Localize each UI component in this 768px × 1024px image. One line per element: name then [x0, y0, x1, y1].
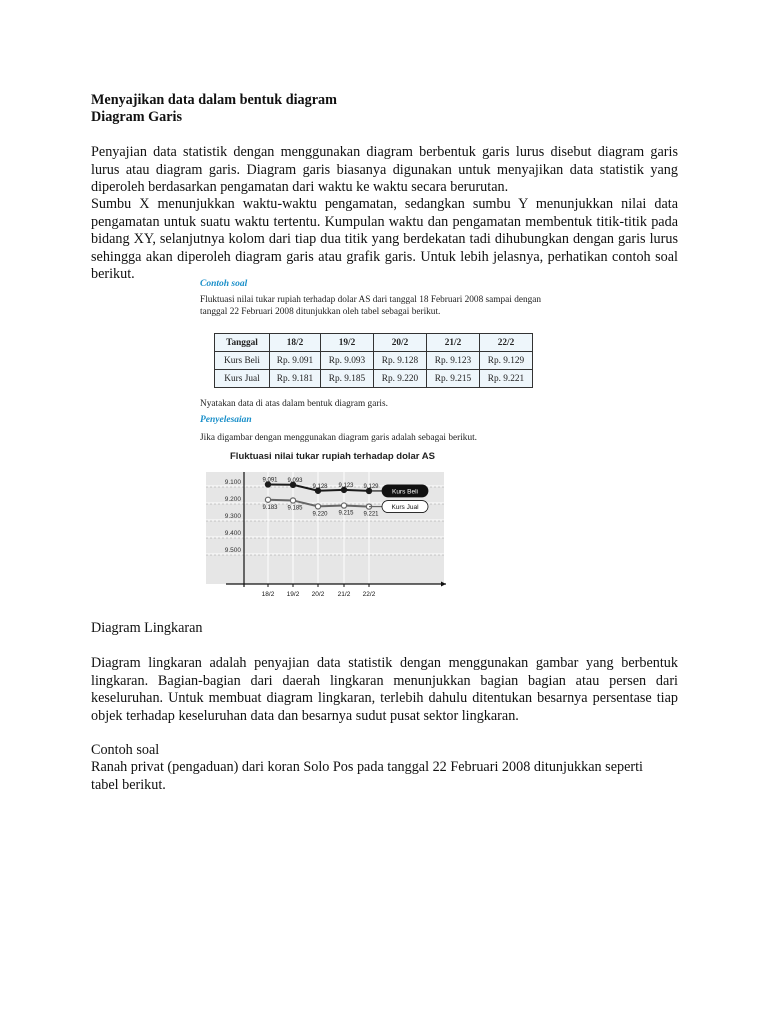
table-cell: Rp. 9.221: [480, 370, 533, 388]
table-header-cell: Tanggal: [215, 334, 270, 352]
table-cell: Rp. 9.093: [321, 352, 374, 370]
data-label: 9.091: [262, 477, 278, 484]
table-cell: Rp. 9.128: [374, 352, 427, 370]
data-label: 9.185: [287, 505, 303, 512]
paragraph-pie-definition: Diagram lingkaran adalah penyajian data statistik dengan menggunakan gambar yang berbentuk lingkaran. Bagian-bagian dari daerah lingkaran menunjukkan bagian bagian atau persen dari keseluruhan. Untuk membuat diagram lingkaran, terlebih dahulu ditentukan besarnya persentase tiap objek terhadap keseluruhan data dan besarnya sudut pusat sektor lingkaran.: [91, 655, 678, 724]
subsection-heading: Diagram Garis: [91, 109, 183, 125]
x-tick-label: 20/2: [311, 591, 325, 598]
table-cell: Rp. 9.215: [427, 370, 480, 388]
section-heading: Menyajikan data dalam bentuk diagram: [91, 92, 337, 108]
data-label: 9.183: [262, 504, 278, 511]
data-label: 9.129: [363, 483, 379, 490]
example2-text: Ranah privat (pengaduan) dari koran Solo Pos pada tanggal 22 Februari 2008 ditunjukkan seperti tabel berikut.: [91, 759, 643, 793]
example-figure: [196, 281, 572, 601]
table-cell: Rp. 9.123: [427, 352, 480, 370]
table-header-row: [215, 334, 533, 352]
table-cell: Rp. 9.091: [270, 352, 321, 370]
table-cell: Rp. 9.185: [321, 370, 374, 388]
table-row: [215, 370, 533, 388]
data-label: 9.215: [338, 510, 354, 517]
x-tick-label: 19/2: [286, 591, 300, 598]
solution-label: Penyelesaian: [200, 415, 252, 425]
table-cell: Rp. 9.220: [374, 370, 427, 388]
legend-label: Kurs Beli: [391, 488, 419, 496]
chart-title: Fluktuasi nilai tukar rupiah terhadap dolar AS: [230, 451, 435, 462]
x-tick-label: 22/2: [362, 591, 376, 598]
data-label: 9.128: [312, 483, 328, 490]
data-point: [290, 498, 295, 503]
x-tick-label: 18/2: [261, 591, 275, 598]
y-tick-label: 9.400: [224, 530, 241, 537]
table-cell: Kurs Beli: [215, 352, 270, 370]
line-chart: [196, 464, 446, 599]
table-header-cell: 22/2: [480, 334, 533, 352]
paragraph-axes: Sumbu X menunjukkan waktu-waktu pengamatan, sedangkan sumbu Y menunjukkan nilai data pengamatan untuk suatu waktu tertentu. Kumpulan waktu dan pengamatan membentuk titik-titik pada bidang XY, selanjutnya kolom dari tiap dua titik yang berdekatan tadi dihubungkan dengan garis lurus sehingga akan diperoleh diagram garis atau grafik garis. Untuk lebih jelasnya, perhatikan contoh soal berikut.: [91, 196, 678, 282]
section-heading-pie: Diagram Lingkaran: [91, 620, 203, 636]
table-header-cell: 21/2: [427, 334, 480, 352]
data-point: [315, 504, 320, 509]
y-tick-label: 9.200: [224, 496, 241, 503]
table-header-cell: 18/2: [270, 334, 321, 352]
table-cell: Rp. 9.181: [270, 370, 321, 388]
y-tick-label: 9.300: [224, 513, 241, 520]
example-label: Contoh soal: [200, 279, 248, 289]
data-label: 9.093: [287, 477, 303, 484]
data-label: 9.221: [363, 511, 379, 518]
solution-text: Jika digambar dengan menggunakan diagram garis adalah sebagai berikut.: [200, 433, 477, 443]
example-text: Fluktuasi nilai tukar rupiah terhadap dolar AS dari tanggal 18 Februari 2008 sampai dengan tanggal 22 Februari 2008 ditunjukkan oleh tabel sebagai berikut.: [200, 295, 542, 317]
table-header-cell: 20/2: [374, 334, 427, 352]
exchange-rate-table: [214, 333, 533, 388]
table-cell: Rp. 9.129: [480, 352, 533, 370]
y-tick-label: 9.100: [224, 479, 241, 486]
table-header-cell: 19/2: [321, 334, 374, 352]
data-label: 9.123: [338, 482, 354, 489]
data-point: [265, 497, 270, 502]
example2-label: Contoh soal: [91, 742, 160, 758]
table-row: [215, 352, 533, 370]
data-label: 9.220: [312, 511, 328, 518]
table-cell: Kurs Jual: [215, 370, 270, 388]
paragraph-definition: Penyajian data statistik dengan menggunakan diagram berbentuk garis lurus disebut diagram garis lurus atau diagram garis. Diagram garis biasanya digunakan untuk menyajikan data statistik yang diperoleh berdasarkan pengamatan dari waktu ke waktu secara berurutan.: [91, 144, 678, 195]
legend-label: Kurs Jual: [391, 504, 419, 512]
data-point: [341, 503, 346, 508]
x-tick-label: 21/2: [337, 591, 351, 598]
instruction-text: Nyatakan data di atas dalam bentuk diagram garis.: [200, 399, 388, 409]
y-tick-label: 9.500: [224, 547, 241, 554]
